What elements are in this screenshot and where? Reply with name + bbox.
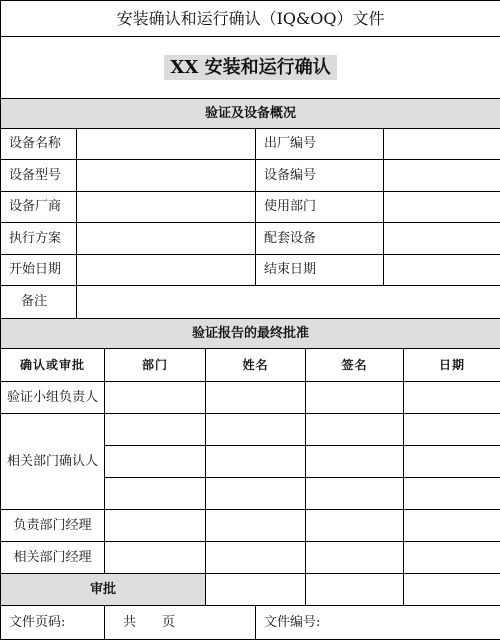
approval-row [1,382,500,414]
total-pages: 共 页 [105,606,256,640]
overview-row [1,192,500,223]
column-header: 签名 [306,349,404,382]
overview-row [1,160,500,192]
name-cell[interactable] [206,382,306,414]
role-label: 相关部门确认人 [1,414,105,510]
date-cell[interactable] [404,446,500,478]
name-cell[interactable] [206,446,306,478]
remarks-label: 备注 [1,286,77,319]
field-label: 出厂编号 [256,129,384,160]
signature-cell[interactable] [306,382,404,414]
approval-row [1,414,500,446]
date-cell[interactable] [404,478,500,510]
column-header: 日期 [404,349,500,382]
field-label: 配套设备 [256,223,384,255]
approval-section-title: 验证报告的最终批准 [1,319,500,349]
column-header: 部门 [105,349,206,382]
document-title: XX 安装和运行确认 [164,55,336,81]
remarks-value[interactable] [77,286,500,319]
approval-header-row [1,349,500,382]
role-label: 相关部门经理 [1,542,105,574]
name-cell[interactable] [206,542,306,574]
date-cell[interactable] [404,414,500,446]
field-label: 设备型号 [1,160,77,192]
field-value[interactable] [77,160,256,192]
field-value[interactable] [77,129,256,160]
document-header: 安装确认和运行确认（IQ&OQ）文件 [1,1,500,37]
approval-row [1,542,500,574]
overview-row [1,255,500,286]
name-cell[interactable] [206,574,306,606]
department-cell[interactable] [105,542,206,574]
signature-cell[interactable] [306,478,404,510]
department-cell[interactable] [105,478,206,510]
overview-row [1,129,500,160]
role-label: 负责部门经理 [1,510,105,542]
doc-number-label: 文件编号: [256,606,500,640]
signature-cell[interactable] [306,542,404,574]
field-value[interactable] [384,223,500,255]
remarks-row [1,286,500,319]
field-value[interactable] [77,223,256,255]
approval-row [1,510,500,542]
approve-label: 审批 [1,574,206,606]
signature-cell[interactable] [306,414,404,446]
field-label: 设备名称 [1,129,77,160]
field-value[interactable] [77,192,256,223]
name-cell[interactable] [206,414,306,446]
date-cell[interactable] [404,510,500,542]
date-cell[interactable] [404,382,500,414]
field-value[interactable] [384,160,500,192]
field-label: 开始日期 [1,255,77,286]
column-header: 确认或审批 [1,349,105,382]
department-cell[interactable] [105,382,206,414]
signature-cell[interactable] [306,510,404,542]
department-cell[interactable] [105,414,206,446]
name-cell[interactable] [206,510,306,542]
overview-row [1,223,500,255]
field-label: 结束日期 [256,255,384,286]
name-cell[interactable] [206,478,306,510]
field-value[interactable] [384,255,500,286]
field-value[interactable] [384,129,500,160]
footer-row [1,606,500,640]
field-label: 设备厂商 [1,192,77,223]
date-cell[interactable] [404,574,500,606]
role-label: 验证小组负责人 [1,382,105,414]
column-header: 姓名 [206,349,306,382]
department-cell[interactable] [105,510,206,542]
signature-cell[interactable] [306,446,404,478]
overview-section-title: 验证及设备概况 [1,99,500,129]
department-cell[interactable] [105,446,206,478]
field-label: 执行方案 [1,223,77,255]
signature-cell[interactable] [306,574,404,606]
final-approval-row [1,574,500,606]
date-cell[interactable] [404,542,500,574]
field-value[interactable] [77,255,256,286]
field-label: 使用部门 [256,192,384,223]
field-label: 设备编号 [256,160,384,192]
field-value[interactable] [384,192,500,223]
page-number-label: 文件页码: [1,606,105,640]
